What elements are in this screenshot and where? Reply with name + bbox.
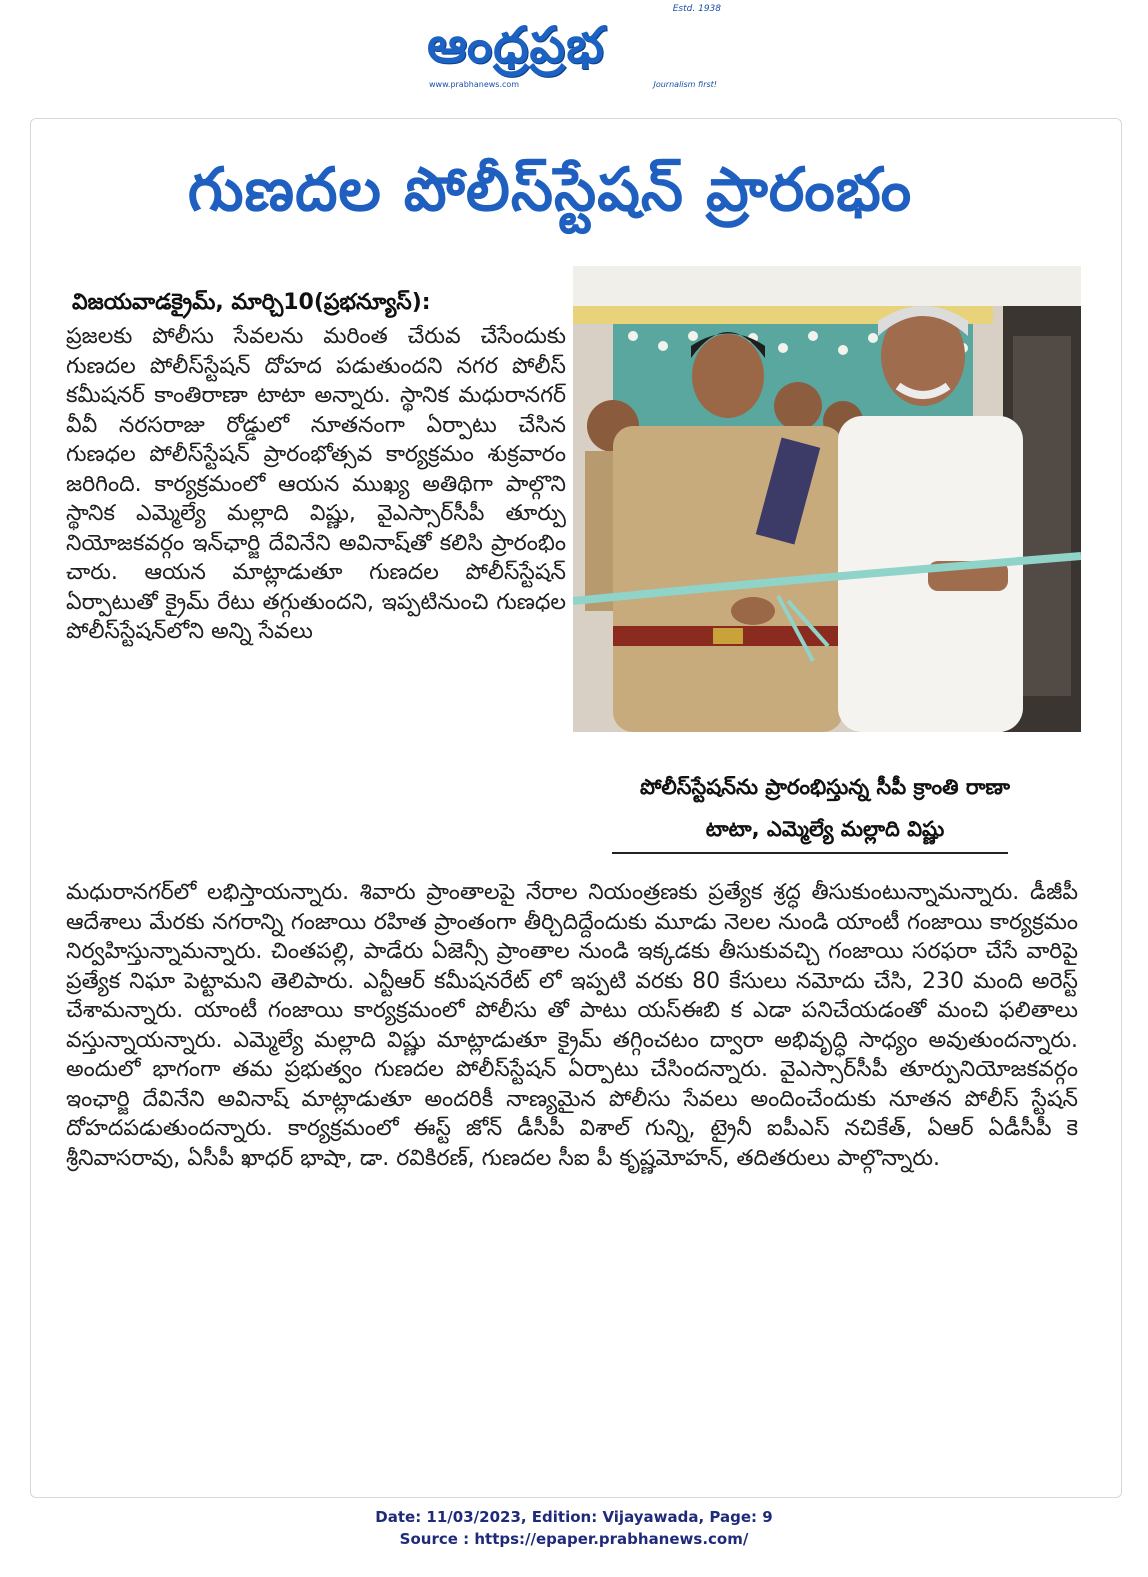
website-url: www.prabhanews.com [429,80,520,89]
paragraph: ప్రజలకు పోలీసు సేవలను మరింత చేరువ చేసేందుకు గుణదల పోలీస్‌స్టేషన్ దోహద పడుతుందని నగర పోలీస్ కమీషనర్ కాంతిరాణా టాటా అన్నారు. స్థానిక మధురానగర్ వీవీ నరసరాజు రోడ్డులో నూతనంగా ఏర్పాటు చేసిన గుణధల పోలీస్‌స్టేషన్ ప్రారంభోత్సవ కార్యక్రమం శుక్రవారం జరిగింది. కార్యక్రమంలో ఆయన ముఖ్య అతిథిగా పాల్గొని స్థానిక ఎమ్మెల్యే మల్లాది విష్ణు, వైఎస్సార్‌సీపీ తూర్పు నియోజకవర్గం ఇన్‌ఛార్జి దేవినేని అవినాష్‌తో కలిసి ప్రారంభిం చారు. ఆయన మాట్లాడుతూ గుణదల పోలీస్‌స్టేషన్ ఏర్పాటుతో క్రైమ్ రేటు తగ్గుతుందని, ఇప్పటినుంచి గుణధల పోలీస్‌స్టేషన్‌లోని అన్ని సేవలు [66,324,566,644]
edition-info: Date: 11/03/2023, Edition: Vijayawada, Page: 9 [375,1508,773,1526]
source-link[interactable]: Source : https://epaper.prabhanews.com/ [399,1530,749,1548]
inauguration-photo-illustration [573,266,1081,732]
caption-line-2: టాటా, ఎమ్మెల్యే మల్లాది విష్ణు [705,817,945,841]
newspaper-logo: ఆంధ్రప్రభ [427,16,605,74]
caption-divider [612,852,1008,854]
article-headline: గుణదల పోలీస్‌స్టేషన్ ప్రారంభం [187,155,913,225]
article-body-full-width [66,878,1078,1173]
caption-line-1: పోలీస్‌స్టేషన్‌ను ప్రారంభిస్తున్న సీపీ క్రాంతి రాణా [639,775,1010,799]
masthead [425,4,725,94]
article-photo [573,266,1081,732]
photo-caption [590,766,1060,850]
article-dateline: విజయవాడక్రైమ్, మార్చి10(ప్రభన్యూస్): [72,290,431,315]
paragraph: మధురానగర్‌లో లభిస్తాయన్నారు. శివారు ప్రాంతాలపై నేరాల నియంత్రణకు ప్రత్యేక శ్రద్ధ తీసుకుంటున్నామన్నారు. డీజీపీ ఆదేశాలు మేరకు నగరాన్ని గంజాయి రహిత ప్రాంతంగా తీర్చిదిద్దేందుకు మూడు నెలల నుండి యాంటీ గంజాయి కార్యక్రమం నిర్వహిస్తున్నామన్నారు. చింతపల్లి, పాడేరు ఏజెన్సీ ప్రాంతాల నుండి ఇక్కడకు తీసుకువచ్చి గంజాయి సరఫరా చేసే వారిపై ప్రత్యేక నిఘా పెట్టామని తెలిపారు. ఎన్టీఆర్ కమీషనరేట్ లో ఇప్పటి వరకు 80 కేసులు నమోదు చేసి, 230 మంది అరెస్ట్ చేశామన్నారు. యాంటీ గంజాయి కార్యక్రమంలో పోలీసు తో పాటు యస్ఈబి క ఎడా పనిచేయడంతో మంచి ఫలితాలు వస్తున్నాయన్నారు. ఎమ్మెల్యే మల్లాది విష్ణు మాట్లాడుతూ క్రైమ్ తగ్గించటం ద్వారా అభివృద్ధి సాధ్యం అవుతుందన్నారు. అందులో భాగంగా తమ ప్రభుత్వం గుణదల పోలీస్‌స్టేషన్ ఏర్పాటు చేసిందన్నారు. వైఎస్సార్‌సీపీ తూర్పునియోజకవర్గం ఇంఛార్జి దేవినేని అవినాష్ మాట్లాడుతూ అందరికీ నాణ్యమైన పోలీసు సేవలు అందించేందుకు నూతన పోలీస్ స్టేషన్ దోహదపడుతుందన్నారు. కార్యక్రమంలో ఈస్ట్ జోన్ డీసీపీ విశాల్ గున్ని, ట్రైనీ ఐపీఎస్ నచికేత్, ఏఆర్ ఏడీసీపీ కె శ్రీనివాసరావు, ఏసీపీ ఖాధర్ భాషా, డా. రవికిరణ్, గుణదల సీఐ పీ కృష్ణమోహన్, తదితరులు పాల్గొన్నారు. [66,880,1078,1171]
article-body-left-column [66,322,566,647]
clipping-footer [0,1506,1148,1550]
established-year: Estd. 1938 [672,4,721,14]
tagline: Journalism first! [653,80,717,89]
